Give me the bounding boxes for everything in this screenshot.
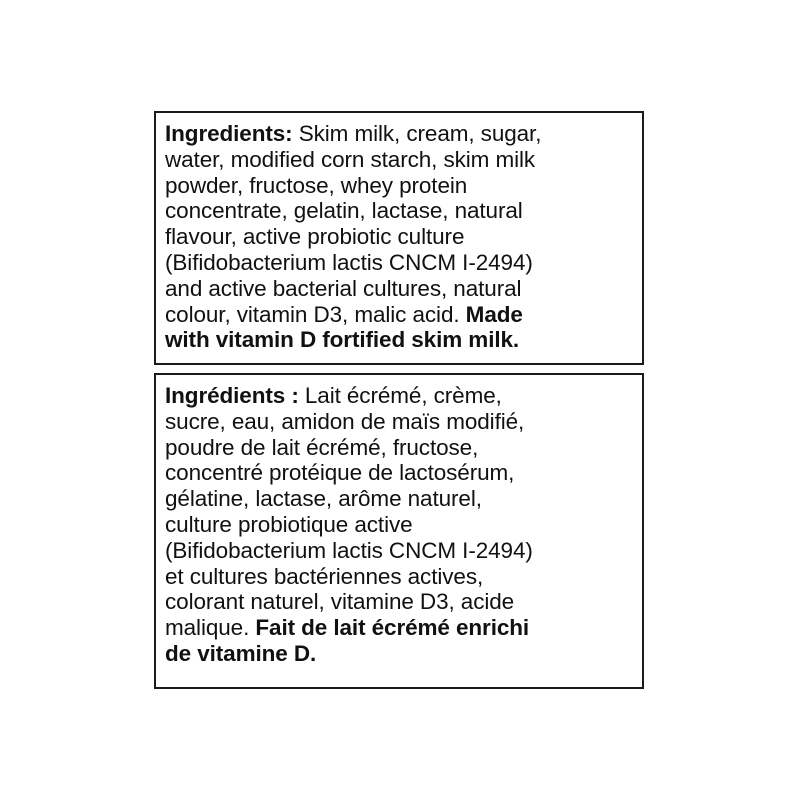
ingredients-line: (Bifidobacterium lactis CNCM I-2494) (165, 249, 533, 275)
ingredients-line: colorant naturel, vitamine D3, acide (165, 589, 515, 615)
ingredients-line: sucre, eau, amidon de maïs modifié, (165, 408, 525, 434)
ingredients-line: poudre de lait écrémé, fructose, (165, 434, 479, 460)
ingredients-text: malique. (165, 615, 256, 641)
fortification-statement: de vitamine D. (165, 640, 317, 666)
fortification-statement: Made (465, 301, 523, 327)
ingredients-heading: Ingredients: (165, 121, 293, 146)
ingredients-line: flavour, active probiotic culture (165, 224, 465, 250)
ingredients-box-french (154, 373, 644, 689)
ingredients-line: and active bacterial cultures, natural (165, 275, 522, 301)
ingredients-box-english (154, 111, 644, 365)
ingredients-heading: Ingrédients : (165, 383, 299, 408)
ingredients-line: culture probiotique active (165, 511, 413, 537)
ingredients-line: powder, fructose, whey protein (165, 172, 468, 198)
fortification-statement: Fait de lait écrémé enrichi (255, 615, 530, 641)
ingredients-line: concentrate, gelatin, lactase, natural (165, 198, 523, 224)
fortification-statement: with vitamin D fortified skim milk. (165, 327, 520, 353)
ingredients-line (165, 383, 634, 409)
ingredients-line (165, 615, 634, 641)
ingredients-line (165, 121, 634, 147)
ingredients-text: Lait écrémé, crème, (298, 383, 502, 408)
ingredients-line: water, modified corn starch, skim milk (165, 146, 536, 172)
ingredients-line: (Bifidobacterium lactis CNCM I-2494) (165, 537, 533, 563)
ingredients-text: colour, vitamin D3, malic acid. (165, 301, 466, 327)
ingredients-line: gélatine, lactase, arôme naturel, (165, 486, 482, 512)
ingredients-line: concentré protéique de lactosérum, (165, 460, 515, 486)
ingredients-text: Skim milk, cream, sugar, (292, 121, 542, 146)
ingredients-line: et cultures bactériennes actives, (165, 563, 484, 589)
ingredients-line (165, 302, 634, 328)
